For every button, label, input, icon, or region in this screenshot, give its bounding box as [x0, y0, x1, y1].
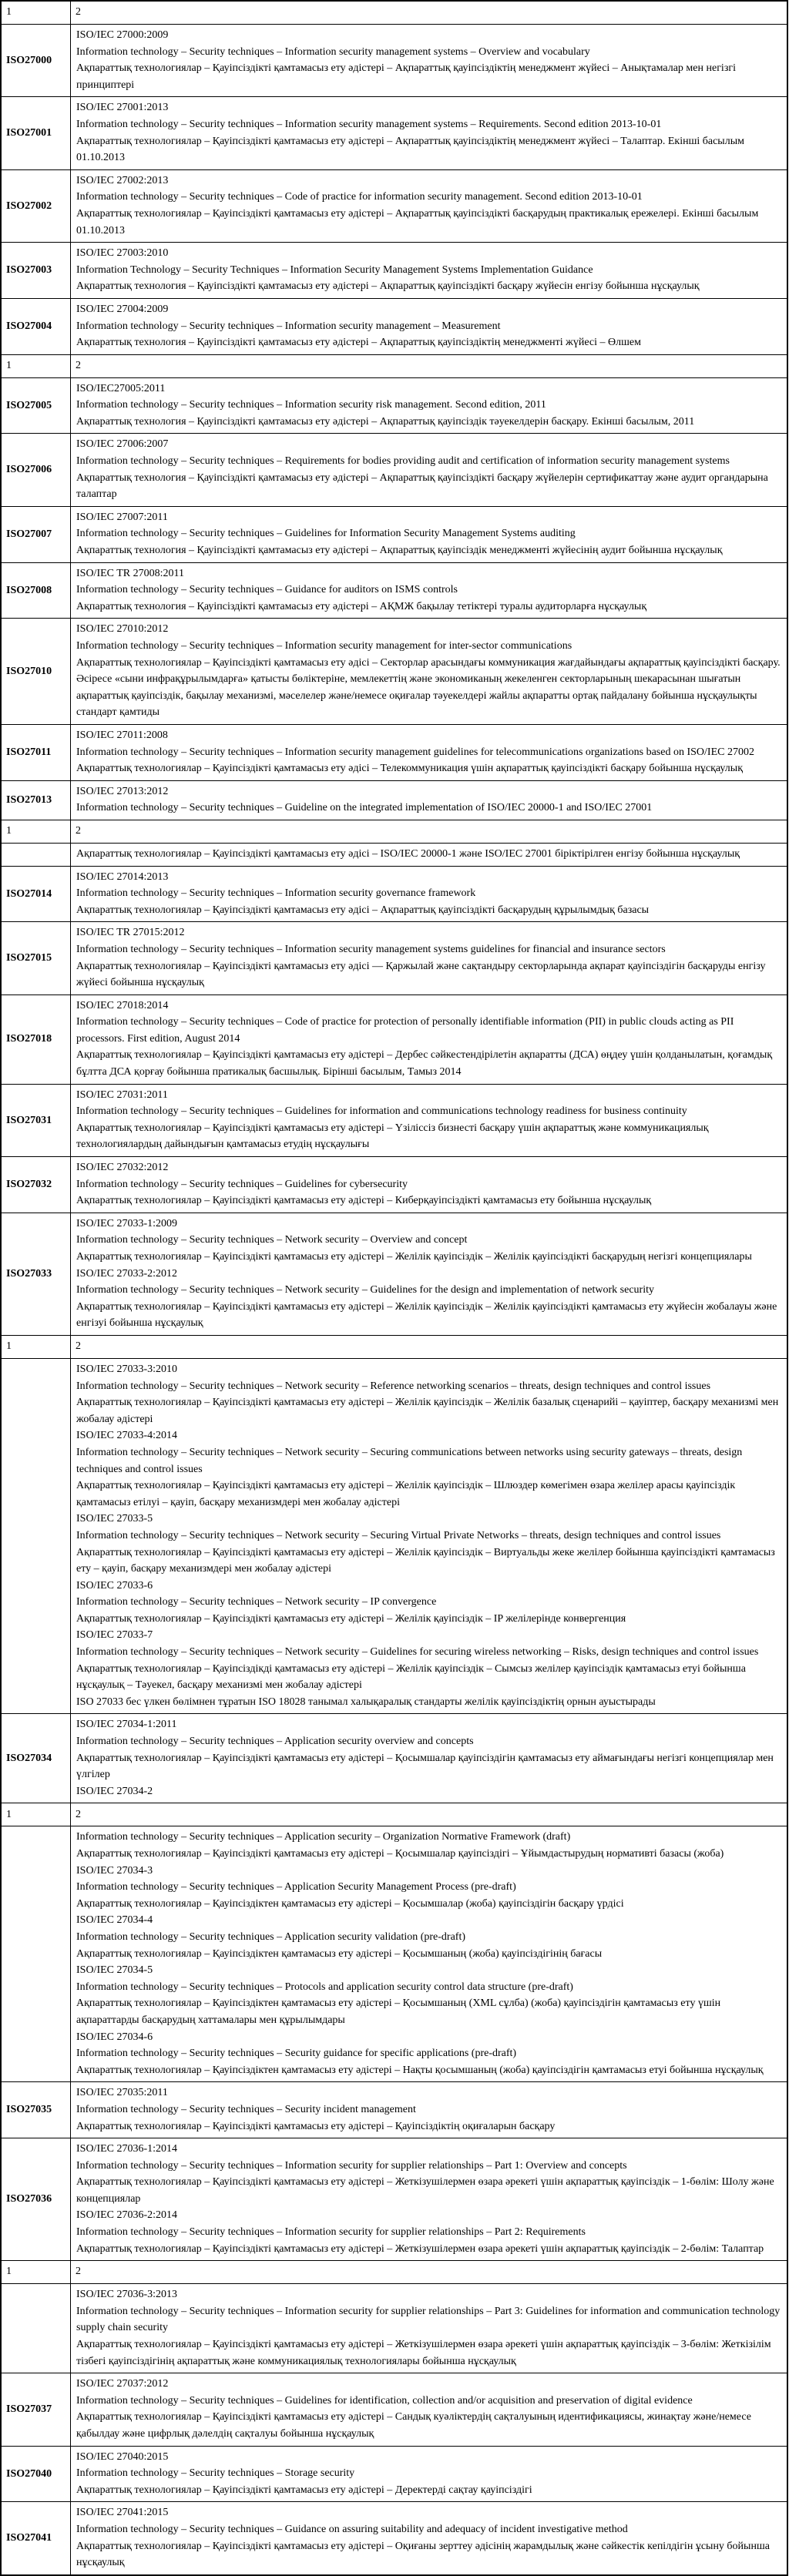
description-paragraph: Ақпараттық технологиялар – Қауіпсіздікті қамтамасыз ету әдістері – Ақпараттық қауіпсіздіктің менеджмент жүйесі – Талаптар. Екінші басылым 01.10.2013	[76, 135, 744, 164]
description-paragraph: Information technology – Security techniques – Code of practice for protection of personally identifiable information (PII) in public clouds acting as PII processors. First edition, August 2014	[76, 1016, 734, 1045]
description-paragraph: ISO/IEC 27013:2012	[76, 785, 169, 797]
description-paragraph: Information technology – Security techniques – Storage security	[76, 2467, 355, 2480]
description-paragraph: Information technology – Security techniques – Application security overview and concepts	[76, 1736, 474, 1748]
standard-code: ISO27034	[1, 1714, 71, 1803]
table-row	[1, 2446, 787, 2502]
description-paragraph: Information technology – Security techniques – Requirements for bodies providing audit and certification of information security management systems	[76, 455, 730, 468]
description-paragraph: Information technology – Security techniques – Information security for supplier relationships – Part 1: Overview and concepts	[76, 2159, 627, 2172]
standard-description	[71, 1157, 788, 1213]
description-paragraph: Information technology – Security techniques – Information security management systems – Requirements. Second edition 2013-10-01	[76, 118, 662, 130]
column-header-cell: 2	[71, 354, 788, 377]
table-row	[1, 866, 787, 922]
standard-description	[71, 2373, 788, 2446]
description-paragraph: Information technology – Security techniques – Network security – Securing communications between networks using security gateways – threats, design techniques and control issues	[76, 1446, 743, 1475]
description-paragraph: Information technology – Security techniques – Guidelines for information and communications technology readiness for business continuity	[76, 1105, 687, 1118]
description-paragraph: Information technology – Security techniques – Information security governance framework	[76, 887, 476, 900]
description-paragraph: Information technology – Security techniques – Guidelines for Information Security Management Systems auditing	[76, 528, 576, 540]
description-paragraph: Ақпараттық технологиялар – Қауіпсіздіктен қамтамасыз ету әдістері – Қосымшаның (жоба) қауіпсіздігінің бағасы	[76, 1947, 603, 1960]
description-paragraph: ISO/IEC 27031:2011	[76, 1088, 168, 1101]
standard-code: ISO27035	[1, 2082, 71, 2138]
column-header-cell: 1	[1, 1335, 71, 1358]
description-paragraph: ISO/IEC 27033-2:2012	[76, 1267, 178, 1280]
table-row	[1, 2373, 787, 2446]
column-header-cell: 2	[71, 820, 788, 843]
column-header-cell: 2	[71, 1, 788, 25]
standard-description	[71, 243, 788, 299]
standard-description	[71, 2138, 788, 2261]
standard-code: ISO27005	[1, 377, 71, 434]
table-row	[1, 25, 787, 97]
description-paragraph: Ақпараттық технология – Қауіпсіздікті қамтамасыз ету әдістері – Ақпараттық қауіпсіздік менеджменті жүйесінің аудит бойынша нұсқаулық	[76, 545, 723, 557]
description-paragraph: Ақпараттық технологиялар – Қауіпсіздікті қамтамасыз ету әдістері – Киберқауіпсіздікті қамтамасыз ету бойынша нұсқаулық	[76, 1195, 652, 1207]
standard-code: ISO27013	[1, 780, 71, 820]
description-paragraph: Information technology – Security techniques – Application security – Organization Normative Framework (draft)	[76, 1831, 571, 1843]
table-row	[1, 995, 787, 1084]
standard-code	[1, 843, 71, 866]
description-paragraph: ISO/IEC 27014:2013	[76, 870, 169, 883]
table-row	[1, 377, 787, 434]
description-paragraph: ISO/IEC 27033-5	[76, 1513, 153, 1525]
description-paragraph: Ақпараттық технология – Қауіпсіздікті қамтамасыз ету әдістері – АҚМЖ бақылау тетіктері туралы аудиторларға нұсқаулық	[76, 600, 647, 612]
standard-code: ISO27040	[1, 2446, 71, 2502]
description-paragraph: Ақпараттық технологиялар – Қауіпсіздікті қамтамасыз ету әдістері – Желілік қауіпсіздік – Желілік базалық сценарийі – қауіптер, басқару механизмі мен жобалау әдістері	[76, 1397, 779, 1425]
table-row	[1, 169, 787, 242]
description-paragraph: Information technology – Security techniques – Guidelines for identification, collection and/or acquisition and preservation of digital evidence	[76, 2394, 693, 2407]
description-paragraph: Information technology – Security techniques – Network security – Guidelines for securing wireless networking – Risks, design techniques and control issues	[76, 1646, 759, 1659]
table-row	[1, 1084, 787, 1156]
description-paragraph: ISO/IEC 27037:2012	[76, 2378, 169, 2390]
description-paragraph: Ақпараттық технологиялар – Қауіпсіздіктен қамтамасыз ету әдістері – Қосымшаның (XML сұлба) (жоба) қауіпсіздігін қамтамасыз ету үшін ақпараттарды басқарудың хаттамалары мен құрылымдары	[76, 1997, 721, 2026]
column-header-row	[1, 354, 787, 377]
table-row	[1, 434, 787, 506]
description-paragraph: Ақпараттық технологиялар – Қауіпсіздікті қамтамасыз ету әдістері – Қосымшалар қауіпсіздігі – Ұйымдастырудың нормативті базасы (жоба)	[76, 1848, 724, 1860]
standard-description	[71, 377, 788, 434]
description-paragraph: ISO/IEC 27001:2013	[76, 102, 169, 114]
standard-description	[71, 2284, 788, 2373]
standard-description	[71, 1826, 788, 2082]
column-header-row	[1, 1803, 787, 1826]
standard-code: ISO27018	[1, 995, 71, 1084]
standard-description	[71, 780, 788, 820]
description-paragraph: Information technology – Security techniques – Guidelines for cybersecurity	[76, 1178, 408, 1190]
standards-table-body	[1, 1, 787, 2575]
description-paragraph: Information technology – Security techniques – Information security management for inter-sector communications	[76, 640, 572, 652]
standard-code: ISO27006	[1, 434, 71, 506]
description-paragraph: ISO/IEC 27002:2013	[76, 174, 169, 186]
description-paragraph: Ақпараттық технологиялар – Қауіпсіздікті қамтамасыз ету әдістері – Желілік қауіпсіздік – Желілік қауіпсіздікті қамтамасыз ету жүйесін жобалауы және енгізуі бойынша нұсқаулық	[76, 1300, 777, 1330]
table-row	[1, 619, 787, 725]
standard-code: ISO27004	[1, 298, 71, 354]
description-paragraph: Ақпараттық технология – Қауіпсіздікті қамтамасыз ету әдістері – Ақпараттық қауіпсіздік тәуекелдерін басқару. Екінші басылым, 2011	[76, 415, 695, 428]
standard-code: ISO27002	[1, 169, 71, 242]
standard-code: ISO27014	[1, 866, 71, 922]
description-paragraph: Ақпараттық технологиялар – Қауіпсіздіктен қамтамасыз ету әдістері – Нақты қосымшаның (жоба) қауіпсіздігін қамтамасыз етуі бойынша нұсқаулық	[76, 2064, 764, 2076]
column-header-cell: 2	[71, 1335, 788, 1358]
description-paragraph: Information technology – Security techniques – Information security management – Measurement	[76, 320, 501, 332]
description-paragraph: Ақпараттық технологиялар – Қауіпсіздікті қамтамасыз ету әдісі – Телекоммуникация үшін ақпараттық қауіпсіздікті басқару бойынша нұсқаулық	[76, 763, 744, 775]
description-paragraph: Information technology – Security techniques – Application Security Management Process (pre-draft)	[76, 1881, 516, 1893]
standard-description	[71, 995, 788, 1084]
description-paragraph: Ақпараттық технологиялар – Қауіпсіздікті қамтамасыз ету әдістері – Дербес сәйкестендірілетін ақпаратты (ДСА) өңдеу үшін қолданылатын, қоғамдық бұлтта ДСА қорғау бойынша пратикалық басшылық. Бірінші басылым, Тамыз 2014	[76, 1049, 773, 1078]
description-paragraph: Ақпараттық технологиялар – Қауіпсіздікті қамтамасыз ету әдісі – ISO/IEC 20000-1 және ISO/IEC 27001 біріктірілген енгізу бойынша нұсқаулық	[76, 847, 740, 860]
description-paragraph: ISO/IEC 27033-4:2014	[76, 1430, 178, 1442]
description-paragraph: ISO/IEC 27033-3:2010	[76, 1363, 178, 1375]
description-paragraph: Ақпараттық технологиялар – Қауіпсіздікді қамтамасыз ету әдістері – Желілік қауіпсіздік – Сымсыз желілер қауіпсіздік қамтамасыз етуі бойынша нұсқаулық – Тәуекел, басқару механизмі мен жобалау әдістері	[76, 1662, 746, 1692]
description-paragraph: ISO/IEC TR 27008:2011	[76, 567, 185, 579]
description-paragraph: Ақпараттық технологиялар – Қауіпсіздікті қамтамасыз ету әдістері – Үзіліссіз бизнесті басқару үшін ақпараттық және коммуникациялық технологиялардың дайындығын қамтамасыз етудің нұсқаулығы	[76, 1122, 709, 1151]
description-paragraph: Ақпараттық технология – Қауіпсіздікті қамтамасыз ету әдістері – Ақпараттық қауіпсіздікті басқару жүйесін енгізу бойынша нұсқаулық	[76, 280, 700, 293]
description-paragraph: Information technology – Security techniques – Information security management systems guidelines for financial and insurance sectors	[76, 943, 666, 955]
description-paragraph: Information technology – Security techniques – Code of practice for information security management. Second edition 2013-10-01	[76, 191, 643, 203]
description-paragraph: ISO 27033 бес үлкен бөлімнен тұратын ISO 18028 танымал халықаралық стандарты желілік қауіпсіздіктің орнын ауыстырады	[76, 1696, 656, 1708]
description-paragraph: ISO/IEC27005:2011	[76, 382, 166, 394]
standard-code: ISO27001	[1, 97, 71, 169]
column-header-cell: 1	[1, 1803, 71, 1826]
table-row	[1, 1358, 787, 1713]
standard-description	[71, 922, 788, 995]
description-paragraph: ISO/IEC 27006:2007	[76, 438, 169, 451]
description-paragraph: ISO/IEC 27032:2012	[76, 1162, 169, 1174]
description-paragraph: ISO/IEC 27034-5	[76, 1964, 153, 1977]
table-row	[1, 243, 787, 299]
description-paragraph: Information technology – Security techniques – Information security management systems – Overview and vocabulary	[76, 45, 590, 58]
description-paragraph: ISO/IEC 27041:2015	[76, 2507, 169, 2519]
description-paragraph: ISO/IEC 27011:2008	[76, 729, 168, 741]
standard-description	[71, 2446, 788, 2502]
standard-code: ISO27010	[1, 619, 71, 725]
table-row	[1, 780, 787, 820]
standard-code	[1, 1358, 71, 1713]
description-paragraph: Information technology – Security techniques – Network security – IP convergence	[76, 1596, 437, 1608]
column-header-cell: 1	[1, 1, 71, 25]
description-paragraph: ISO/IEC 27003:2010	[76, 247, 169, 260]
standard-description	[71, 724, 788, 780]
column-header-cell: 1	[1, 354, 71, 377]
description-paragraph: Information Technology – Security Techniques – Information Security Management Systems Implementation Guidance	[76, 263, 593, 276]
description-paragraph: Information technology – Security techniques – Protocols and application security control data structure (pre-draft)	[76, 1981, 573, 1993]
standard-code	[1, 2284, 71, 2373]
description-paragraph: ISO/IEC 27040:2015	[76, 2450, 169, 2463]
description-paragraph: Information technology – Security techniques – Network security – Reference networking scenarios – threats, design techniques and control issues	[76, 1380, 711, 1392]
description-paragraph: Ақпараттық технология – Қауіпсіздікті қамтамасыз ету әдістері – Ақпараттық қауіпсіздіктің менеджменті жүйесі – Өлшем	[76, 337, 641, 349]
description-paragraph: Ақпараттық технологиялар – Қауіпсіздікті қамтамасыз ету әдістері – Жеткізушілермен өзара әрекеті үшін ақпараттық қауіпсіздік – 1-бөлім: Шолу және концепциялар	[76, 2176, 774, 2205]
standard-description	[71, 843, 788, 866]
table-row	[1, 843, 787, 866]
description-paragraph: ISO/IEC 27036-1:2014	[76, 2143, 178, 2155]
column-header-row	[1, 2261, 787, 2284]
description-paragraph: ISO/IEC 27004:2009	[76, 303, 169, 315]
description-paragraph: Information technology – Security techniques – Information security for supplier relationships – Part 2: Requirements	[76, 2226, 586, 2239]
description-paragraph: Information technology – Security techniques – Network security – Securing Virtual Private Networks – threats, design techniques and control issues	[76, 1529, 721, 1541]
column-header-row	[1, 820, 787, 843]
description-paragraph: ISO/IEC 27033-7	[76, 1629, 153, 1642]
description-paragraph: ISO/IEC 27018:2014	[76, 999, 169, 1011]
description-paragraph: Ақпараттық технологиялар – Қауіпсіздікті қамтамасыз ету әдісі – Секторлар арасындағы коммуникация жағдайындағы ақпараттық қауіпсіздікті басқару. Әсіресе «сыни инфрақұрылымдарға» қатысты бөліктеріне, мемлекеттің және экономиканың жекеленген секторларының шекарасынан шығатын ақпараттық қауіпсіздік, бақылау механизмі, мәселелер және/немесе оқиғалар тәуекелдері жайлы ақпаратты ортақ пайдалану бойынша нұсқаулықты стандарт қамтиды	[76, 656, 781, 719]
description-paragraph: ISO/IEC TR 27015:2012	[76, 927, 185, 939]
description-paragraph: Ақпараттық технология – Қауіпсіздікті қамтамасыз ету әдістері – Ақпараттық қауіпсіздікті басқару жүйелерін сертификаттау және аудит органдарына талаптар	[76, 471, 768, 501]
table-row	[1, 724, 787, 780]
description-paragraph: ISO/IEC 27036-3:2013	[76, 2289, 178, 2301]
description-paragraph: ISO/IEC 27033-1:2009	[76, 1217, 178, 1229]
description-paragraph: Information technology – Security techniques – Network security – Guidelines for the design and implementation of network security	[76, 1284, 654, 1296]
description-paragraph: Ақпараттық технологиялар – Қауіпсіздікті қамтамасыз ету әдістері – Желілік қауіпсіздік – IP желілерінде конвергенция	[76, 1612, 626, 1625]
standard-description	[71, 1358, 788, 1713]
description-paragraph: Information technology – Security techniques – Information security for supplier relationships – Part 3: Guidelines for information and communication technology supply chain security	[76, 2305, 781, 2334]
standard-description	[71, 2082, 788, 2138]
table-row	[1, 2502, 787, 2575]
description-paragraph: Ақпараттық технологиялар – Қауіпсіздікті қамтамасыз ету әдістері – Оқиғаны зерттеу әдісінің жарамдылық және сәйкестік кепілдігін ұсыну бойынша нұсқаулық	[76, 2540, 770, 2569]
description-paragraph: ISO/IEC 27034-6	[76, 2031, 153, 2043]
description-paragraph: Information technology – Security techniques – Information security management guidelines for telecommunications organizations based on ISO/IEC 27002	[76, 746, 754, 758]
description-paragraph: Information technology – Security techniques – Security incident management	[76, 2103, 416, 2115]
column-header-cell: 2	[71, 2261, 788, 2284]
description-paragraph: Ақпараттық технологиялар – Қауіпсіздікті қамтамасыз ету әдістері – Ақпараттық қауіпсіздіктің менеджмент жүйесі – Анықтамалар мен негізгі принциптері	[76, 62, 736, 91]
standard-code: ISO27003	[1, 243, 71, 299]
table-row	[1, 922, 787, 995]
description-paragraph: Information technology – Security techniques – Application security validation (pre-draft)	[76, 1930, 466, 1943]
standard-code: ISO27015	[1, 922, 71, 995]
standard-code: ISO27031	[1, 1084, 71, 1156]
table-row	[1, 298, 787, 354]
column-header-cell: 1	[1, 2261, 71, 2284]
standard-code	[1, 1826, 71, 2082]
table-row	[1, 2082, 787, 2138]
standard-code: ISO27007	[1, 506, 71, 562]
standard-code: ISO27036	[1, 2138, 71, 2261]
description-paragraph: ISO/IEC 27034-4	[76, 1914, 153, 1927]
table-row	[1, 2138, 787, 2261]
description-paragraph: Ақпараттық технологиялар – Қауіпсіздікті қамтамасыз ету әдістері – Желілік қауіпсіздік – Шлюздер көмегімен өзара желілер арасы қауіпсіздік қамтамасыз етілуі – қауіп, басқару механизмдері мен жобалау әдістері	[76, 1480, 736, 1508]
description-paragraph: ISO/IEC 27010:2012	[76, 623, 169, 636]
standard-description	[71, 866, 788, 922]
table-row	[1, 2284, 787, 2373]
description-paragraph: Ақпараттық технологиялар – Қауіпсіздікті қамтамасыз ету әдістері – Қауіпсіздіктің оқиғаларын басқару	[76, 2120, 556, 2132]
standard-code: ISO27033	[1, 1213, 71, 1335]
description-paragraph: Information technology – Security techniques – Security guidance for specific applications (pre-draft)	[76, 2048, 517, 2060]
description-paragraph: Ақпараттық технологиялар – Қауіпсіздікті қамтамасыз ету әдістері – Жеткізушілермен өзара әрекеті үшін ақпараттық қауіпсіздік – 2-бөлім: Талаптар	[76, 2242, 764, 2255]
column-header-row	[1, 1335, 787, 1358]
description-paragraph: Ақпараттық технологиялар – Қауіпсіздікті қамтамасыз ету әдістері – Желілік қауіпсіздік – Виртуальды жеке желілер бойынша қауіпсіздікті қамтамасыз ету – қауіп, басқару механизмдері мен жобалау әдістері	[76, 1546, 775, 1575]
standard-code: ISO27008	[1, 562, 71, 619]
description-paragraph: ISO/IEC 27007:2011	[76, 511, 168, 523]
description-paragraph: Information technology – Security techniques – Information security risk management. Second edition, 2011	[76, 399, 546, 411]
table-row	[1, 506, 787, 562]
standard-description	[71, 298, 788, 354]
description-paragraph: ISO/IEC 27000:2009	[76, 29, 169, 41]
standard-description	[71, 619, 788, 725]
standard-code: ISO27000	[1, 25, 71, 97]
standard-code: ISO27041	[1, 2502, 71, 2575]
description-paragraph: ISO/IEC 27036-2:2014	[76, 2209, 178, 2222]
table-row	[1, 1157, 787, 1213]
standard-code: ISO27011	[1, 724, 71, 780]
standard-description	[71, 2502, 788, 2575]
description-paragraph: Ақпараттық технологиялар – Қауіпсіздікті қамтамасыз ету әдістері – Сандық куәліктердің сақталуының идентификациясы, жинақтау және/немесе қабылдау және цифрлық дәлелдің сақталуы бойынша нұсқаулық	[76, 2411, 751, 2440]
description-paragraph: Information technology – Security techniques – Guidance on assuring suitability and adequacy of incident investigative method	[76, 2523, 628, 2535]
standard-description	[71, 1213, 788, 1335]
description-paragraph: ISO/IEC 27035:2011	[76, 2087, 168, 2099]
standard-description	[71, 25, 788, 97]
table-row	[1, 97, 787, 169]
column-header-cell: 1	[1, 820, 71, 843]
description-paragraph: ISO/IEC 27034-2	[76, 1785, 153, 1797]
standard-description	[71, 97, 788, 169]
table-row	[1, 562, 787, 619]
description-paragraph: Information technology – Security techniques – Network security – Overview and concept	[76, 1234, 468, 1246]
table-row	[1, 1213, 787, 1335]
description-paragraph: Information technology – Security techniques – Guideline on the integrated implementation of ISO/IEC 20000-1 and ISO/IEC 27001	[76, 802, 653, 814]
description-paragraph: ISO/IEC 27034-3	[76, 1864, 153, 1877]
standard-description	[71, 169, 788, 242]
description-paragraph: Ақпараттық технологиялар – Қауіпсіздікті қамтамасыз ету әдістері – Ақпараттық қауіпсіздікті басқарудың практикалық ережелері. Екінші басылым 01.10.2013	[76, 207, 759, 236]
description-paragraph: Ақпараттық технологиялар – Қауіпсіздікті қамтамасыз ету әдісі — Қаржылай және сақтандыру секторларында ақпарат қауіпсіздігін басқаруды енгізу жүйесі бойынша нұсқаулық	[76, 960, 766, 989]
standard-code: ISO27032	[1, 1157, 71, 1213]
standard-code: ISO27037	[1, 2373, 71, 2446]
table-row	[1, 1826, 787, 2082]
standard-description	[71, 434, 788, 506]
standard-description	[71, 506, 788, 562]
column-header-row	[1, 1, 787, 25]
description-paragraph: Information technology – Security techniques – Guidance for auditors on ISMS controls	[76, 584, 458, 596]
standard-description	[71, 1714, 788, 1803]
description-paragraph: ISO/IEC 27034-1:2011	[76, 1719, 177, 1731]
column-header-cell: 2	[71, 1803, 788, 1826]
description-paragraph: Ақпараттық технологиялар – Қауіпсіздікті қамтамасыз ету әдісі – Ақпараттық қауіпсіздікті басқарудың құрылымдық базасы	[76, 904, 650, 916]
description-paragraph: Ақпараттық технологиялар – Қауіпсіздікті қамтамасыз ету әдістері – Желілік қауіпсіздік – Желілік қауіпсіздікті басқарудың негізгі концепциялары	[76, 1251, 752, 1263]
description-paragraph: ISO/IEC 27033-6	[76, 1579, 153, 1592]
standard-description	[71, 1084, 788, 1156]
description-paragraph: Ақпараттық технологиялар – Қауіпсіздікті қамтамасыз ету әдістері – Жеткізушілермен өзара әрекеті үшін ақпараттық қауіпсіздік – 3-бөлім: Жеткізілім тізбегі қауіпсіздігінің ақпараттық және коммуникациялық технологиялары бойынша нұсқаулық	[76, 2339, 771, 2367]
standard-description	[71, 562, 788, 619]
description-paragraph: Ақпараттық технологиялар – Қауіпсіздіктен қамтамасыз ету әдістері – Қосымшалар (жоба) қауіпсіздігін басқару үрдісі	[76, 1897, 624, 1910]
description-paragraph: Ақпараттық технологиялар – Қауіпсіздікті қамтамасыз ету әдістері – Деректерді сақтау қауіпсіздігі	[76, 2484, 532, 2496]
description-paragraph: Ақпараттық технологиялар – Қауіпсіздікті қамтамасыз ету әдістері – Қосымшалар қауіпсіздігін қамтамасыз ету аймағындағы негізгі концепциялар мен үлгілер	[76, 1752, 774, 1781]
table-row	[1, 1714, 787, 1803]
